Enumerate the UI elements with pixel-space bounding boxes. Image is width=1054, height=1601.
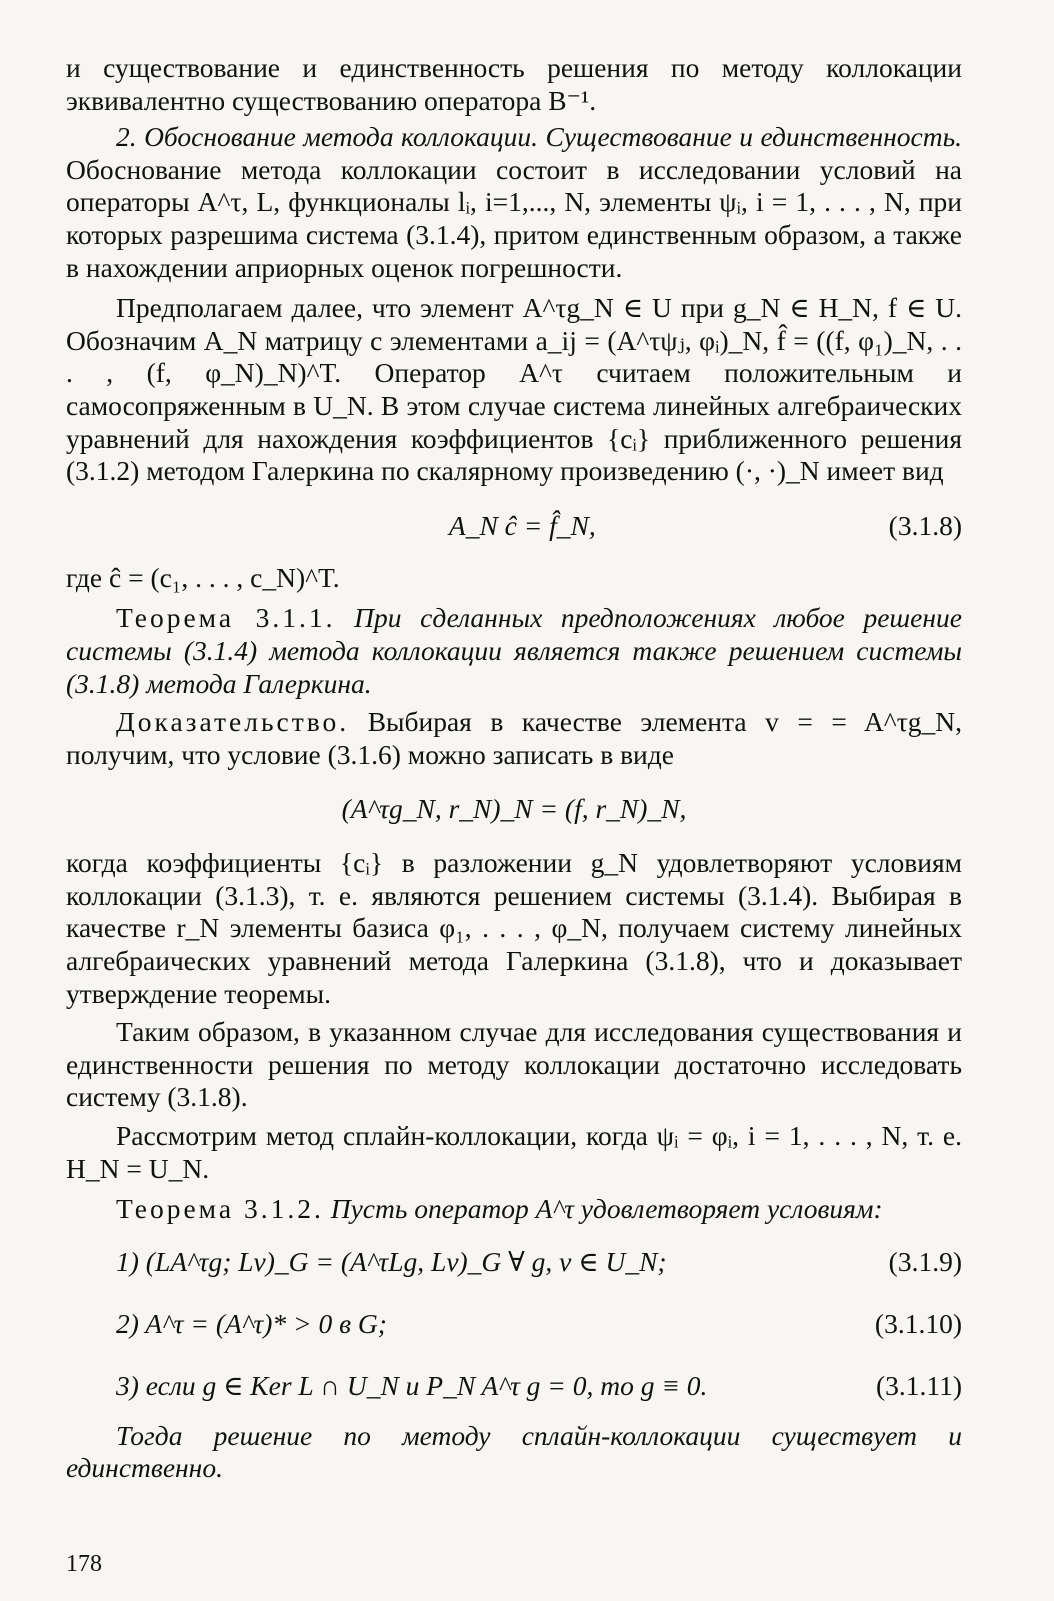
equation-3-1-8: [66, 510, 962, 542]
theorem-3-1-1: [66, 602, 962, 700]
condition-3-1-11: [116, 1370, 962, 1402]
theorem-label: Теорема 3.1.2.: [116, 1193, 324, 1225]
equation-number: (3.1.10): [874, 1307, 962, 1339]
condition-3-1-9: [116, 1246, 962, 1278]
condition-3-1-10: [116, 1308, 962, 1340]
equation-number: (3.1.11): [875, 1369, 962, 1401]
section-heading: 2. Обоснование метода коллокации. Существование и единственность.: [116, 121, 962, 153]
proof: [66, 706, 962, 771]
condition-body: 3) если g ∈ Ker L ∩ U_N и P_N A^τ g = 0, то g ≡ 0.: [116, 1369, 708, 1401]
equation-proof: [66, 793, 962, 825]
theorem-text: При сделанных предположениях любое решение системы (3.1.4) метода коллокации является также решением системы (3.1.8) метода Галеркина.: [66, 602, 962, 699]
equation-number: (3.1.9): [888, 1245, 962, 1277]
paragraph-assumptions: Предполагаем далее, что элемент A^τg_N ∈ U при g_N ∈ H_N, f ∈ U. Обозначим A_N матрицу с элементами a_ij = (A^τψⱼ, φᵢ)_N, f̂ = ((f, φ₁)_N, . . . , (f, φ_N)_N)^T. Оператор A^τ считаем положительным и самосопряженным в U_N. В этом случае система линейных алгебраических уравнений для нахождения коэффициентов {cᵢ} приближенного решения (3.1.2) методом Галеркина по скалярному произведению (·, ·)_N имеет вид: [66, 292, 962, 487]
section-heading-paragraph: [66, 121, 962, 284]
theorem-3-1-2: [66, 1193, 962, 1226]
paragraph-where: где ĉ = (c₁, . . . , c_N)^T.: [66, 561, 340, 593]
page-number: 178: [66, 1551, 102, 1577]
condition-body: 2) A^τ = (A^τ)* > 0 в G;: [116, 1307, 387, 1339]
theorem-text: Пусть оператор A^τ удовлетворяет условиям:: [323, 1193, 883, 1225]
theorem-label: Теорема 3.1.1.: [116, 602, 336, 634]
equation-body: A_N ĉ = f̂_N,: [448, 509, 596, 541]
paragraph-collocation: когда коэффициенты {cᵢ} в разложении g_N удовлетворяют условиям коллокации (3.1.3), т. е. являются решением системы (3.1.4). Выбирая в качестве r_N элементы базиса φ₁, . . . , φ_N, получаем систему линейных алгебраических уравнений метода Галеркина (3.1.8), что и доказывает утверждение теоремы.: [66, 847, 962, 1009]
paragraph-conclusion: Таким образом, в указанном случае для исследования существования и единственности решения по методу коллокации достаточно исследовать систему (3.1.8).: [66, 1016, 962, 1113]
equation-number: (3.1.8): [888, 509, 962, 541]
condition-body: 1) (LA^τg; Lv)_G = (A^τLg, Lv)_G ∀ g, v ∈ U_N;: [116, 1245, 667, 1277]
paragraph-spline: Рассмотрим метод сплайн-коллокации, когда ψᵢ = φᵢ, i = 1, . . . , N, т. е. H_N = U_N.: [66, 1120, 962, 1184]
paragraph-intro: и существование и единственность решения по методу коллокации эквивалентно существованию оператора B⁻¹.: [66, 52, 962, 116]
section-body: Обоснование метода коллокации состоит в исследовании условий на операторы A^τ, L, функционалы lᵢ, i=1,..., N, элементы ψᵢ, i = 1, . . . , N, при которых разрешима система (3.1.4), притом единственным образом, а также в нахождении априорных оценок погрешности.: [66, 153, 962, 283]
proof-text: Выбирая в качестве элемента v = = A^τg_N, получим, что условие (3.1.6) можно записать в виде: [66, 706, 962, 770]
equation-body: (A^τg_N, r_N)_N = (f, r_N)_N,: [341, 793, 687, 825]
proof-label: Доказательство.: [116, 706, 350, 738]
theorem-conclusion: Тогда решение по методу сплайн-коллокации существует и единственно.: [66, 1419, 962, 1484]
